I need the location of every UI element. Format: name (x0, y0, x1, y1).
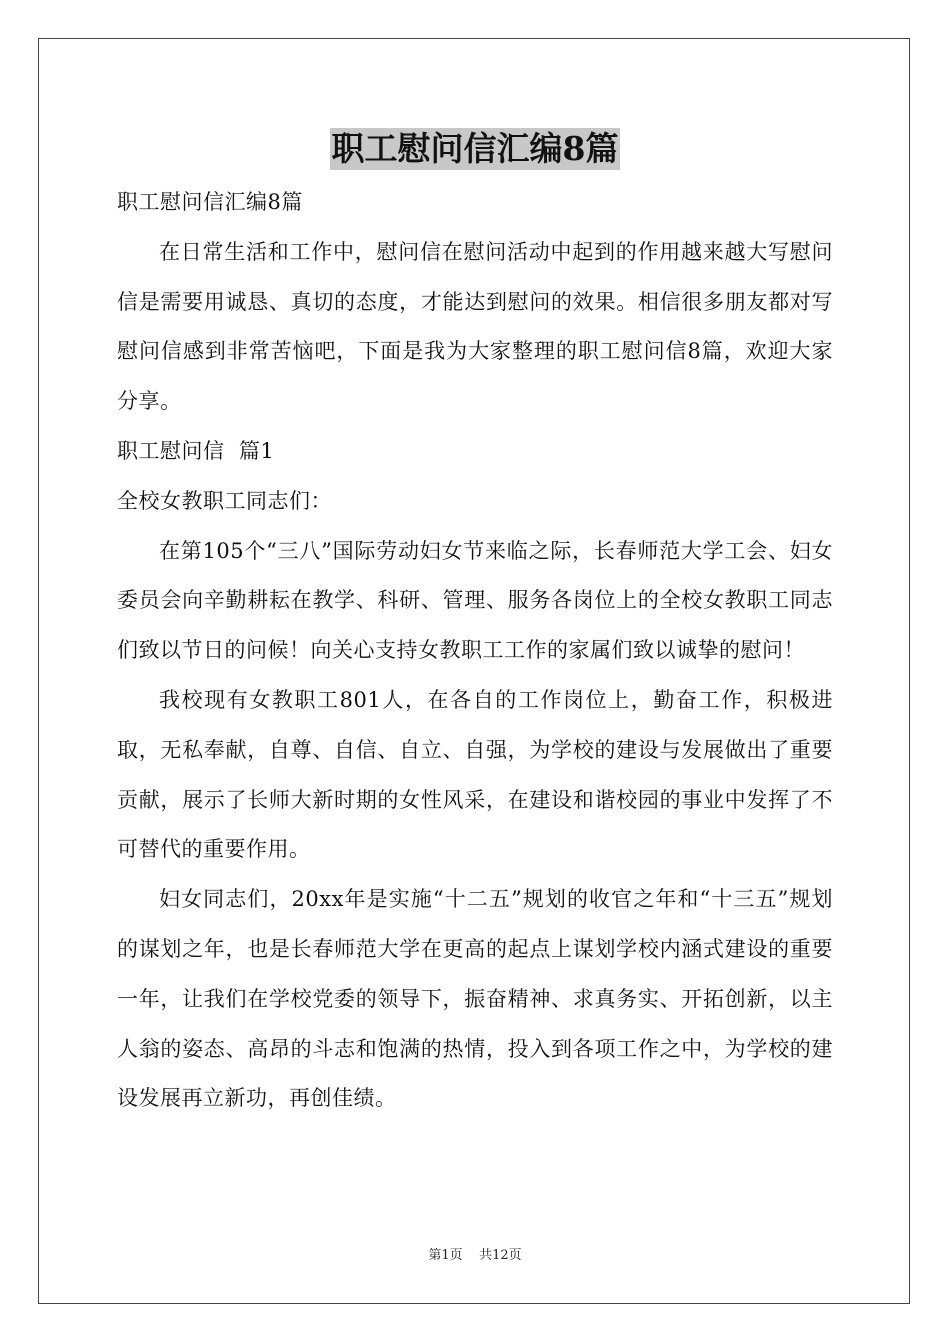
document-body (117, 178, 833, 1124)
document-title: 职工慰问信汇编8篇 (331, 129, 619, 168)
body-paragraph-1: 在第105个“三八”国际劳动妇女节来临之际，长春师范大学工会、妇女委员会向辛勤耕耘在教学、科研、管理、服务各岗位上的全校女教职工同志们致以节日的问候！向关心支持女教职工工作的家属们致以诚挚的慰问！ (117, 538, 833, 663)
body-paragraph-3: 妇女同志们，20xx年是实施“十二五”规划的收官之年和“十三五”规划的谋划之年，也是长春师范大学在更高的起点上谋划学校内涵式建设的重要一年，让我们在学校党委的领导下，振奋精神、求真务实、开拓创新，以主人翁的姿态、高昂的斗志和饱满的热情，投入到各项工作之中，为学校的建设发展再立新功，再创佳绩。 (117, 887, 833, 1111)
section-heading: 职工慰问信 篇1 (117, 438, 275, 463)
title-wrap (0, 128, 950, 170)
salutation: 全校女教职工同志们： (117, 488, 332, 513)
page-number: 第1页 (428, 1248, 463, 1263)
page-footer (0, 1247, 950, 1265)
intro-paragraph: 在日常生活和工作中，慰问信在慰问活动中起到的作用越来越大写慰问信是需要用诚恳、真切的态度，才能达到慰问的效果。相信很多朋友都对写慰问信感到非常苦恼吧，下面是我为大家整理的职工慰问信8篇，欢迎大家分享。 (117, 239, 833, 414)
page-total: 共12页 (479, 1248, 522, 1263)
body-paragraph-2: 我校现有女教职工801人，在各自的工作岗位上，勤奋工作，积极进取，无私奉献，自尊、自信、自立、自强，为学校的建设与发展做出了重要贡献，展示了长师大新时期的女性风采，在建设和谐校园的事业中发挥了不可替代的重要作用。 (117, 687, 833, 862)
document-subtitle: 职工慰问信汇编8篇 (117, 190, 303, 214)
